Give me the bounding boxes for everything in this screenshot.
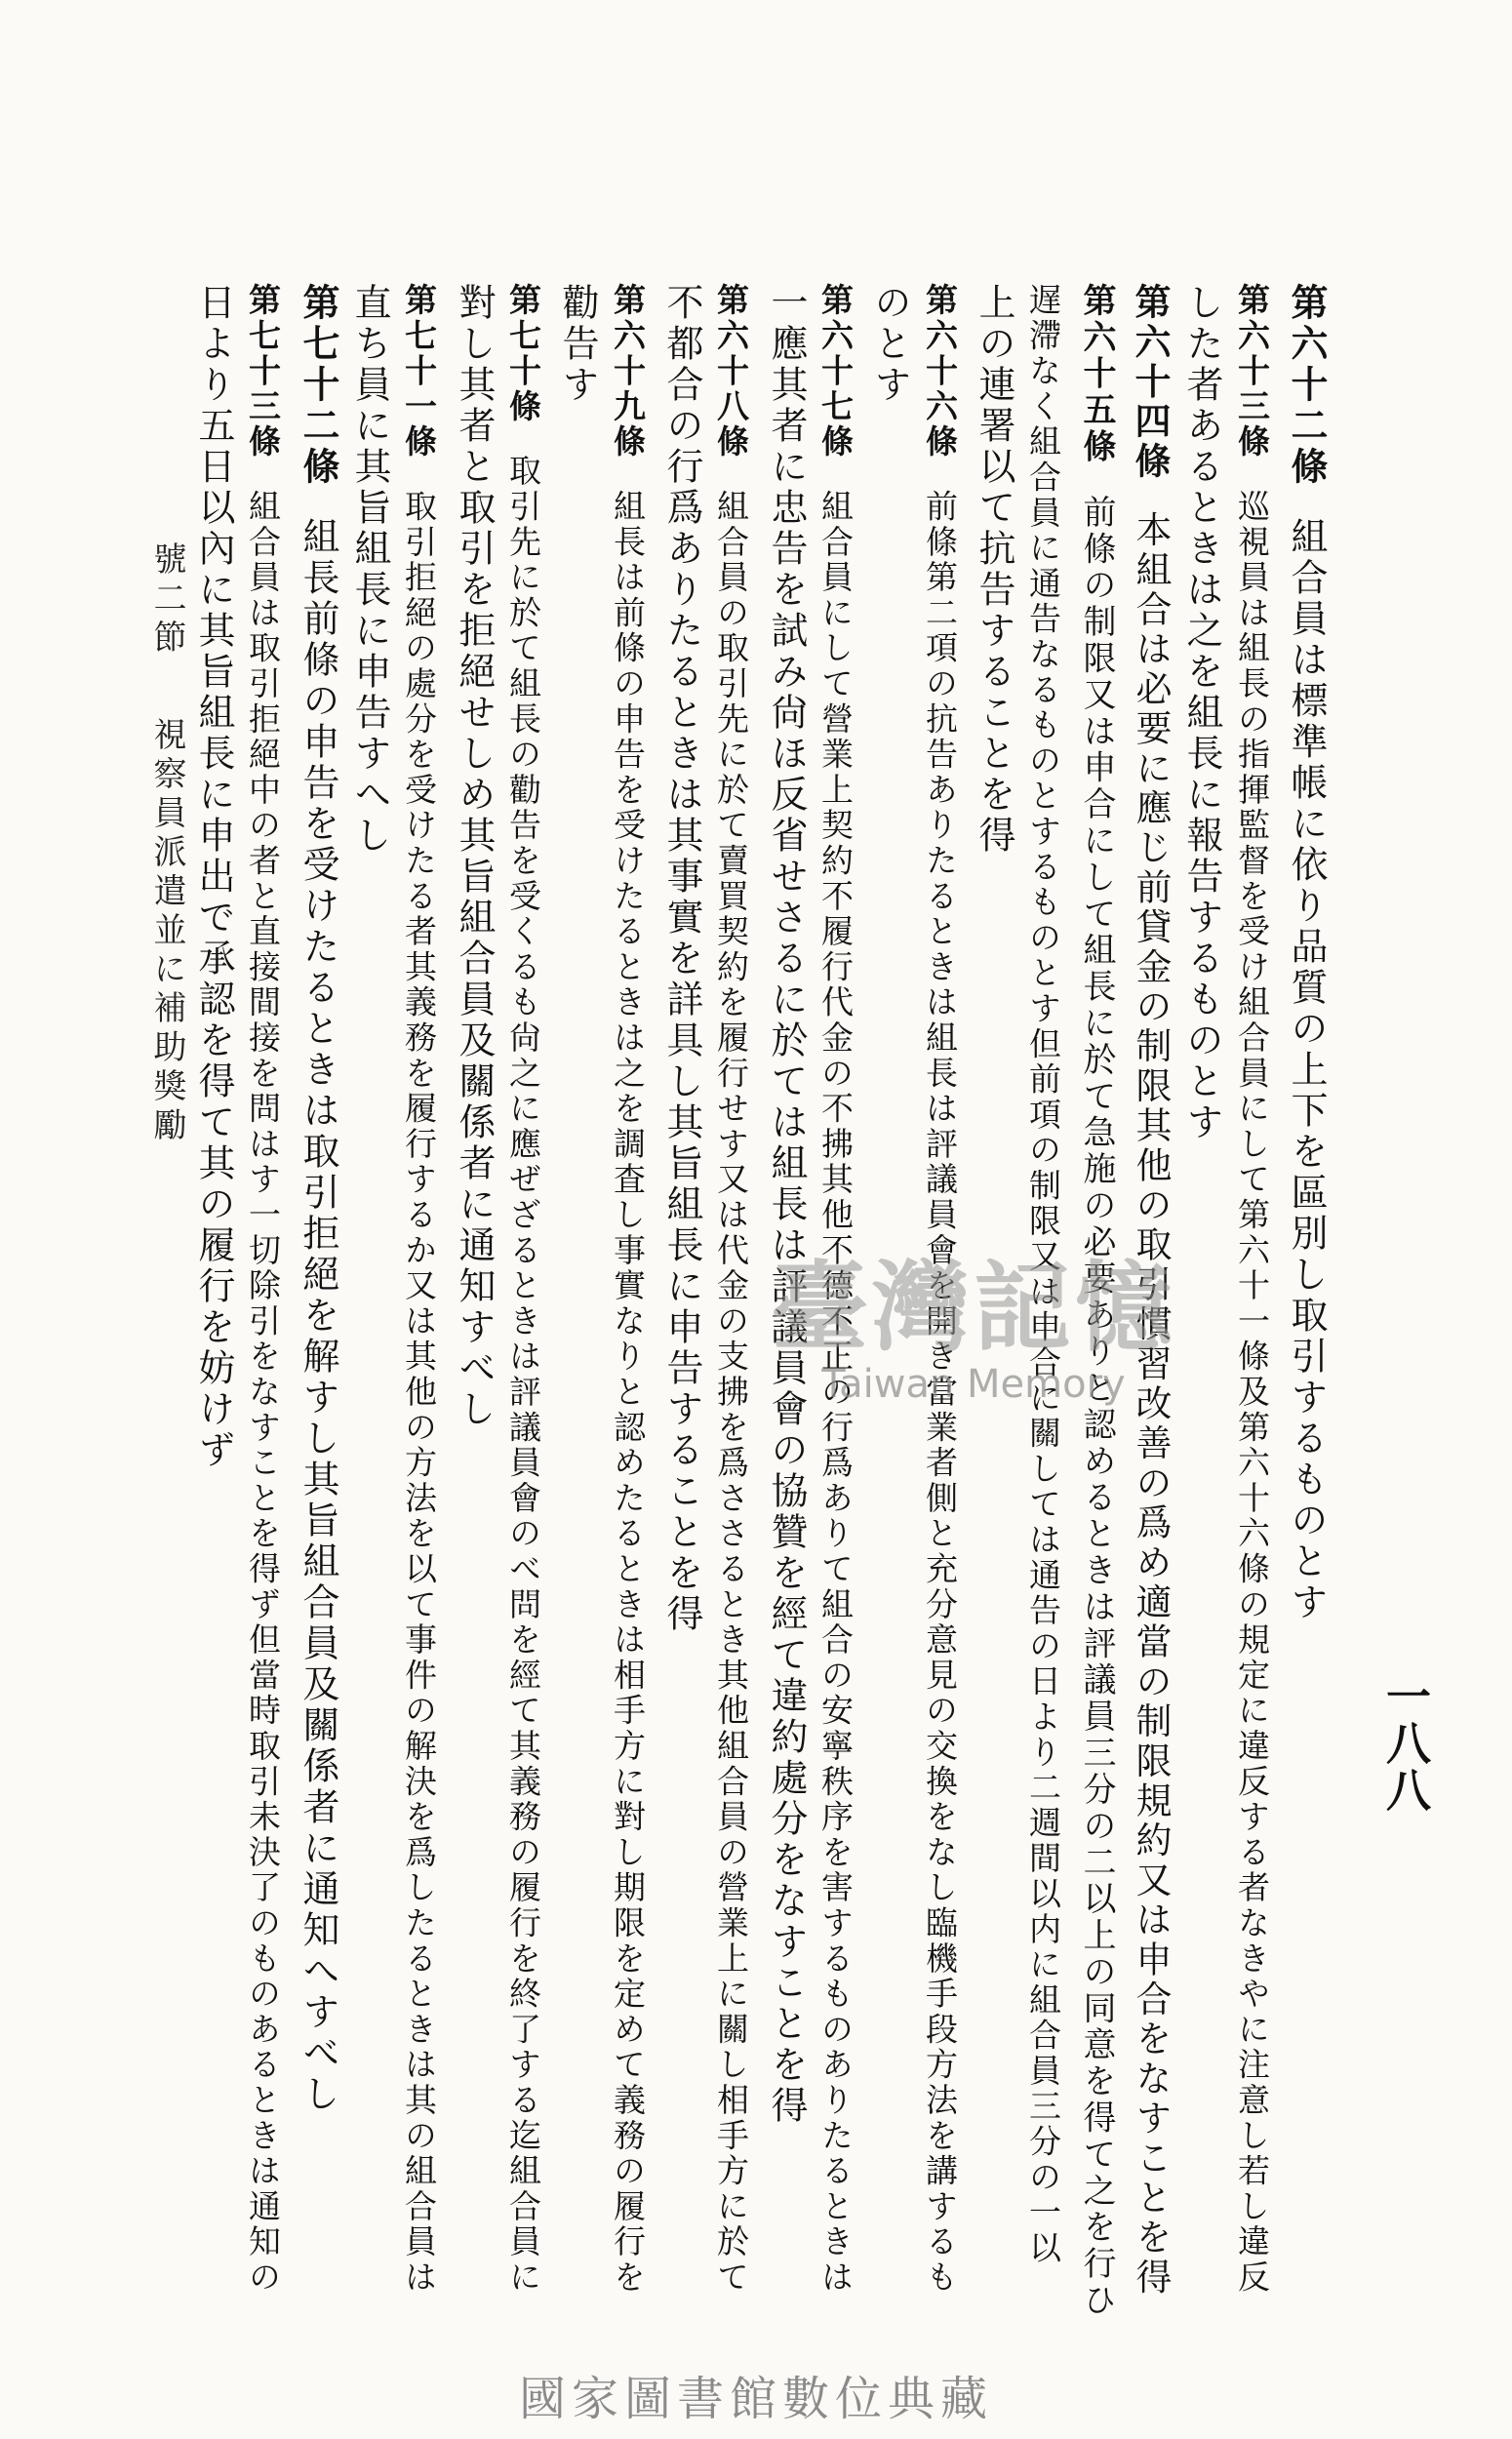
library-footer: 國家圖書館數位典藏 xyxy=(518,2372,993,2426)
article-text: 遅滯なく組合員に通告なるものとするものとす但前項の制限又は申合に關しては通告の日より二週間以内に組合員三分の一以 xyxy=(1024,283,1062,2266)
page-number: 一八八 xyxy=(1379,1673,1432,1814)
article-text: 取引拒絕の處分を受けたる者其義務を履行するか又は其他の方法を以て事件の解決を爲したるときは其の組合員は xyxy=(400,489,438,2296)
article-text: 組長は前條の申告を受けたるときは之を調査し事實なりと認めたるときは相手方に對し期限を定めて義務の履行を xyxy=(609,489,647,2296)
article-number: 第七十二條 xyxy=(297,283,340,488)
text-column xyxy=(975,283,1013,857)
text-column xyxy=(297,283,340,2115)
article-text: のとす xyxy=(868,283,911,406)
text-column xyxy=(660,283,703,1635)
article-text: 取引先に於て組長の勸告を受くるも尙之に應ぜざるときは評議員會のべ問を經て其義務の履行を終了する迄組合員に xyxy=(504,454,542,2296)
article-number: 第六十五條 xyxy=(1077,283,1116,465)
text-column xyxy=(1285,283,1329,1623)
text-column xyxy=(244,283,282,2296)
text-column xyxy=(1024,283,1062,2266)
article-number: 第六十三條 xyxy=(1233,283,1271,460)
article-text: 前條の制限又は申合にして組長に於て急施の必要ありと認めるときは評議員三分の二以上の同意を得て之を行ひ xyxy=(1077,495,1116,2320)
text-column xyxy=(921,283,959,2296)
article-number: 第七十三條 xyxy=(244,283,282,460)
watermark-sub: Taiwan Memory xyxy=(821,1362,1126,1407)
text-column xyxy=(192,283,235,1471)
text-column xyxy=(348,283,391,857)
article-text: 上の連署以て抗告することを得 xyxy=(973,283,1015,857)
article-text: 一應其者に忠告を試み尙ほ反省せさるに於ては組長は評議員會の協贊を經て違約處分をなすことを得 xyxy=(765,283,808,2127)
article-number: 第七十一條 xyxy=(400,283,438,460)
article-number: 第六十四條 xyxy=(1129,283,1172,482)
text-column xyxy=(712,283,750,2296)
article-number: 第六十九條 xyxy=(609,283,647,460)
article-text: 組長前條の申告を受けたるときは取引拒絕を解すし其旨組合員及關係者に通知へすべし xyxy=(297,517,339,2115)
article-number: 第六十八條 xyxy=(712,283,750,460)
article-text: 組合員の取引先に於て賣買契約を履行せす又は代金の支拂を爲ささるとき其他組合員の營業上に關し相手方に於て xyxy=(712,489,750,2296)
article-text: 本組合は必要に應じ前貸金の制限其他の取引慣習改善の爲め適當の制限規約又は申合をなすことを得 xyxy=(1130,510,1172,2298)
text-column xyxy=(1129,283,1172,2298)
watermark-main: 臺灣記憶 xyxy=(771,1250,1176,1365)
article-text: 直ち員に其旨組長に申告すへし xyxy=(348,283,391,857)
article-text: 勸告す xyxy=(556,283,599,406)
section-number: 號二節 xyxy=(147,541,186,659)
article-text: 前條第二項の抗告ありたるときは組長は評議員會を開き當業者側と充分意見の交換をなし臨機手段方法を講するも xyxy=(921,489,959,2296)
text-column xyxy=(765,283,808,2127)
article-number: 第六十七條 xyxy=(816,283,855,460)
article-text: 組合員にして營業上契約不履行代金の不拂其他不德不正の行爲ありて組合の安寧秩序を害するものありたるときは xyxy=(816,489,855,2296)
article-text: 不都合の行爲ありたるときは其事實を詳具し其旨組長に申告することを得 xyxy=(660,283,703,1635)
article-number: 第七十條 xyxy=(504,283,542,425)
article-text: 巡視員は組長の指揮監督を受け組合員にして第六十一條及第六十六條の規定に違反する者なきやに注意し若し違反 xyxy=(1233,489,1271,2296)
text-column xyxy=(453,283,496,1430)
section-footer xyxy=(143,541,191,1146)
article-text: した者あるときは之を組長に報告するものとす xyxy=(1180,283,1223,1143)
article-number: 第六十二條 xyxy=(1285,283,1329,488)
text-column xyxy=(556,283,599,406)
article-text: 組合員は取引拒絕中の者と直接間接を問はす一切除引をなすことを得ず但當時取引未決了のものあるときは通知の xyxy=(244,489,282,2296)
text-column xyxy=(400,283,438,2296)
article-text: 對し其者と取引を拒絕せしめ其旨組合員及關係者に通知すべし xyxy=(453,283,496,1430)
text-column xyxy=(1233,283,1271,2296)
text-column xyxy=(1077,283,1116,2320)
text-column xyxy=(816,283,855,2296)
section-title: 視察員派遣並に補助獎勵 xyxy=(147,717,186,1146)
text-column xyxy=(1180,283,1223,1143)
article-text: 日より五日以內に其旨組長に申出で承認を得て其の履行を妨けず xyxy=(192,283,235,1471)
text-column xyxy=(868,283,911,406)
article-text: 組合員は標準帳に依り品質の上下を區別し取引するものとす xyxy=(1285,517,1328,1623)
text-column xyxy=(504,283,542,2296)
text-column xyxy=(609,283,647,2296)
article-number: 第六十六條 xyxy=(921,283,959,460)
